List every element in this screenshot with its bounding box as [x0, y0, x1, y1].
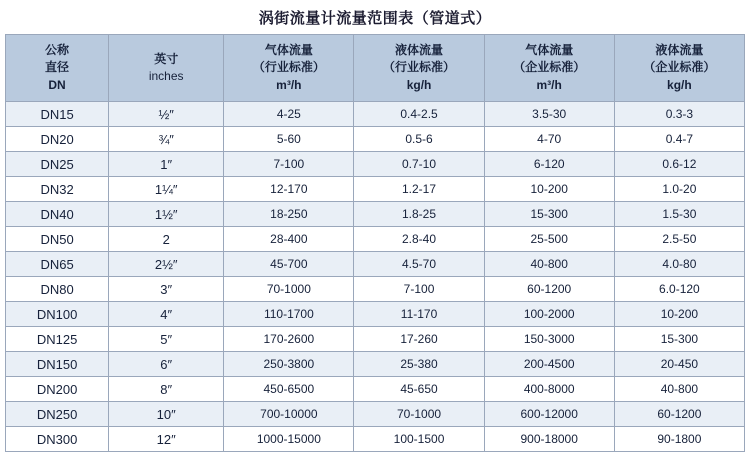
cell-gas-flow-enterprise: 3.5-30	[484, 102, 614, 127]
table-row	[6, 277, 745, 302]
column-header-line-1: 气体流量	[264, 42, 313, 57]
cell-liquid-flow-enterprise: 0.4-7	[614, 127, 744, 152]
cell-inches: 1¼″	[109, 177, 224, 202]
column-header-line-1: 英寸	[154, 51, 179, 66]
cell-nominal-diameter: DN125	[6, 327, 109, 352]
cell-liquid-flow-enterprise: 15-300	[614, 327, 744, 352]
cell-nominal-diameter: DN80	[6, 277, 109, 302]
cell-gas-flow-industry: 170-2600	[224, 327, 354, 352]
cell-inches: 2	[109, 227, 224, 252]
cell-nominal-diameter: DN20	[6, 127, 109, 152]
column-header-line-2: （行业标准）	[252, 60, 325, 75]
cell-nominal-diameter: DN40	[6, 202, 109, 227]
cell-inches: 3″	[109, 277, 224, 302]
cell-gas-flow-enterprise: 900-18000	[484, 427, 614, 452]
cell-liquid-flow-industry: 100-1500	[354, 427, 484, 452]
cell-inches: 6″	[109, 352, 224, 377]
cell-gas-flow-enterprise: 40-800	[484, 252, 614, 277]
cell-inches: 8″	[109, 377, 224, 402]
cell-gas-flow-enterprise: 400-8000	[484, 377, 614, 402]
cell-gas-flow-enterprise: 60-1200	[484, 277, 614, 302]
cell-gas-flow-enterprise: 25-500	[484, 227, 614, 252]
cell-liquid-flow-enterprise: 2.5-50	[614, 227, 744, 252]
cell-gas-flow-enterprise: 15-300	[484, 202, 614, 227]
column-header-line-3: kg/h	[406, 77, 432, 92]
table-row	[6, 227, 745, 252]
column-header-gas-flow-enterprise	[484, 35, 614, 102]
cell-gas-flow-industry: 110-1700	[224, 302, 354, 327]
column-header-gas-flow-industry	[224, 35, 354, 102]
cell-liquid-flow-enterprise: 0.6-12	[614, 152, 744, 177]
cell-liquid-flow-enterprise: 40-800	[614, 377, 744, 402]
cell-liquid-flow-industry: 0.7-10	[354, 152, 484, 177]
column-header-line-3: kg/h	[667, 77, 692, 92]
table-row	[6, 427, 745, 452]
cell-nominal-diameter: DN65	[6, 252, 109, 277]
cell-gas-flow-industry: 45-700	[224, 252, 354, 277]
cell-gas-flow-industry: 700-10000	[224, 402, 354, 427]
column-header-line-2: （企业标准）	[513, 60, 586, 75]
column-header-line-2: （行业标准）	[383, 60, 456, 75]
column-header-line-2: （企业标准）	[643, 60, 716, 75]
cell-liquid-flow-enterprise: 1.5-30	[614, 202, 744, 227]
cell-nominal-diameter: DN250	[6, 402, 109, 427]
column-header-inches	[109, 35, 224, 102]
cell-gas-flow-enterprise: 100-2000	[484, 302, 614, 327]
cell-gas-flow-industry: 18-250	[224, 202, 354, 227]
cell-inches: 1½″	[109, 202, 224, 227]
table-header-row	[6, 35, 745, 102]
cell-gas-flow-industry: 450-6500	[224, 377, 354, 402]
cell-liquid-flow-enterprise: 4.0-80	[614, 252, 744, 277]
table-row	[6, 377, 745, 402]
cell-nominal-diameter: DN150	[6, 352, 109, 377]
column-header-liquid-flow-industry	[354, 35, 484, 102]
column-header-line-1: 液体流量	[655, 42, 704, 57]
cell-gas-flow-enterprise: 4-70	[484, 127, 614, 152]
cell-gas-flow-industry: 7-100	[224, 152, 354, 177]
cell-nominal-diameter: DN100	[6, 302, 109, 327]
table-header	[6, 35, 745, 102]
table-row	[6, 302, 745, 327]
column-header-line-3: m³/h	[276, 77, 302, 92]
page-title: 涡街流量计流量范围表（管道式）	[258, 10, 492, 27]
table-row	[6, 127, 745, 152]
cell-inches: 2½″	[109, 252, 224, 277]
table-row	[6, 252, 745, 277]
column-header-nominal-diameter	[6, 35, 109, 102]
cell-gas-flow-enterprise: 6-120	[484, 152, 614, 177]
cell-liquid-flow-enterprise: 1.0-20	[614, 177, 744, 202]
column-header-line-3: DN	[48, 77, 66, 92]
cell-liquid-flow-enterprise: 20-450	[614, 352, 744, 377]
table-row	[6, 202, 745, 227]
table-row	[6, 352, 745, 377]
cell-liquid-flow-industry: 45-650	[354, 377, 484, 402]
cell-liquid-flow-enterprise: 0.3-3	[614, 102, 744, 127]
cell-liquid-flow-industry: 25-380	[354, 352, 484, 377]
column-header-line-3: m³/h	[536, 77, 562, 92]
column-header-line-2: 直径	[45, 60, 70, 75]
table-row	[6, 402, 745, 427]
cell-liquid-flow-industry: 0.5-6	[354, 127, 484, 152]
column-header-liquid-flow-enterprise	[614, 35, 744, 102]
cell-gas-flow-industry: 5-60	[224, 127, 354, 152]
column-header-line-1: 液体流量	[395, 42, 444, 57]
cell-liquid-flow-enterprise: 6.0-120	[614, 277, 744, 302]
cell-inches: 12″	[109, 427, 224, 452]
cell-inches: 1″	[109, 152, 224, 177]
cell-inches: 10″	[109, 402, 224, 427]
cell-nominal-diameter: DN32	[6, 177, 109, 202]
column-header-line-2: inches	[148, 69, 184, 83]
cell-liquid-flow-industry: 4.5-70	[354, 252, 484, 277]
cell-liquid-flow-industry: 17-260	[354, 327, 484, 352]
cell-liquid-flow-industry: 70-1000	[354, 402, 484, 427]
table-row	[6, 327, 745, 352]
cell-gas-flow-enterprise: 600-12000	[484, 402, 614, 427]
cell-nominal-diameter: DN50	[6, 227, 109, 252]
cell-gas-flow-industry: 12-170	[224, 177, 354, 202]
cell-liquid-flow-enterprise: 60-1200	[614, 402, 744, 427]
cell-liquid-flow-industry: 1.2-17	[354, 177, 484, 202]
cell-liquid-flow-enterprise: 10-200	[614, 302, 744, 327]
cell-gas-flow-enterprise: 200-4500	[484, 352, 614, 377]
cell-nominal-diameter: DN25	[6, 152, 109, 177]
cell-inches: ½″	[109, 102, 224, 127]
cell-nominal-diameter: DN300	[6, 427, 109, 452]
cell-inches: ¾″	[109, 127, 224, 152]
column-header-line-1: 公称	[45, 42, 70, 57]
cell-liquid-flow-industry: 11-170	[354, 302, 484, 327]
cell-gas-flow-industry: 4-25	[224, 102, 354, 127]
cell-gas-flow-enterprise: 10-200	[484, 177, 614, 202]
cell-liquid-flow-industry: 7-100	[354, 277, 484, 302]
cell-nominal-diameter: DN15	[6, 102, 109, 127]
cell-gas-flow-industry: 250-3800	[224, 352, 354, 377]
flow-range-table	[5, 34, 745, 452]
cell-liquid-flow-industry: 1.8-25	[354, 202, 484, 227]
cell-nominal-diameter: DN200	[6, 377, 109, 402]
cell-inches: 4″	[109, 302, 224, 327]
cell-gas-flow-industry: 28-400	[224, 227, 354, 252]
cell-gas-flow-industry: 70-1000	[224, 277, 354, 302]
table-row	[6, 177, 745, 202]
cell-liquid-flow-industry: 2.8-40	[354, 227, 484, 252]
cell-liquid-flow-industry: 0.4-2.5	[354, 102, 484, 127]
cell-liquid-flow-enterprise: 90-1800	[614, 427, 744, 452]
cell-gas-flow-enterprise: 150-3000	[484, 327, 614, 352]
column-header-line-1: 气体流量	[525, 42, 574, 57]
table-body	[6, 102, 745, 452]
cell-inches: 5″	[109, 327, 224, 352]
cell-gas-flow-industry: 1000-15000	[224, 427, 354, 452]
table-row	[6, 152, 745, 177]
table-row	[6, 102, 745, 127]
